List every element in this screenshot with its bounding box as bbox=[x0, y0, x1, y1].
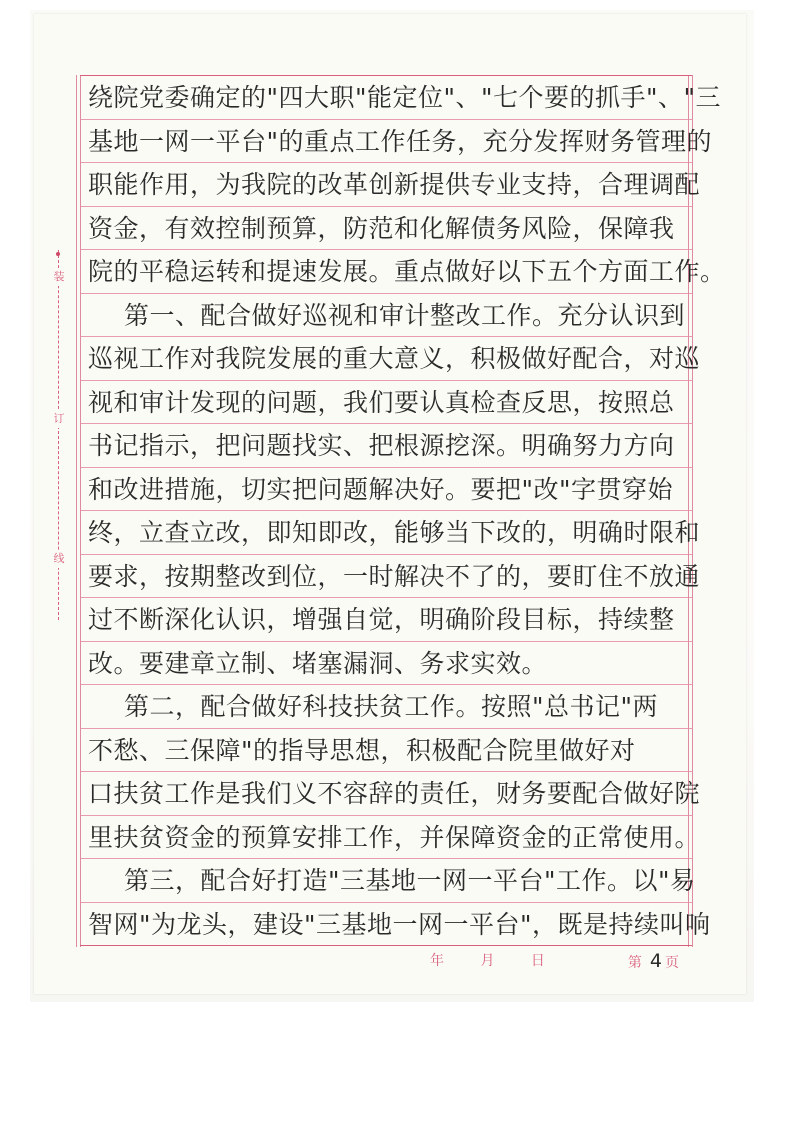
rule-line bbox=[80, 728, 692, 729]
handwritten-line: 院的平稳运转和提速发展。重点做好以下五个方面工作。 bbox=[88, 257, 726, 286]
handwritten-line: 视和审计发现的问题，我们要认真检查反思，按照总 bbox=[88, 387, 675, 417]
rule-line bbox=[80, 249, 692, 250]
rule-line bbox=[80, 597, 692, 598]
handwritten-line: 智网"为龙头，建设"三基地一网一平台"，既是持续叫响 bbox=[88, 909, 711, 939]
handwritten-line: 巡视工作对我院发展的重大意义，积极做好配合，对巡 bbox=[88, 344, 701, 373]
margin-rule-right-outer bbox=[692, 75, 693, 947]
page-number: 4 bbox=[649, 950, 662, 972]
page-suffix: 页 bbox=[665, 955, 684, 971]
rule-line bbox=[80, 641, 692, 642]
page-footer bbox=[80, 950, 692, 976]
rule-line bbox=[80, 684, 692, 685]
handwritten-line: 第一、配合做好巡视和审计整改工作。充分认识到 bbox=[124, 300, 686, 330]
handwritten-line: 基地一网一平台"的重点工作任务，充分发挥财务管理的 bbox=[88, 126, 713, 156]
rule-line bbox=[80, 815, 692, 816]
handwritten-line: 职能作用，为我院的改革创新提供专业支持，合理调配 bbox=[88, 170, 701, 199]
binding-dot bbox=[56, 252, 60, 256]
handwritten-line: 里扶贫资金的预算安排工作，并保障资金的正常使用。 bbox=[88, 822, 701, 852]
binding-label-1: 装 bbox=[51, 268, 67, 286]
handwritten-line: 第二，配合做好科技扶贫工作。按照"总书记"两 bbox=[124, 692, 658, 721]
handwritten-line: 口扶贫工作是我们义不容辞的责任，财务要配合做好院 bbox=[88, 779, 701, 808]
handwritten-line: 不愁、三保障"的指导思想，积极配合院里做好对 bbox=[88, 735, 636, 765]
handwritten-line: 改。要建章立制、堵塞漏洞、务求实效。 bbox=[88, 648, 548, 678]
date-fields: 年 月 日 bbox=[430, 953, 561, 969]
rule-line bbox=[80, 119, 692, 120]
page-number-field bbox=[628, 950, 684, 972]
rule-line bbox=[80, 858, 692, 859]
rule-line bbox=[80, 380, 692, 381]
binding-line bbox=[52, 250, 66, 620]
rule-line bbox=[80, 336, 692, 337]
binding-label-2: 订 bbox=[51, 410, 67, 428]
page-prefix: 第 bbox=[627, 955, 647, 971]
handwritten-line: 要求，按期整改到位，一时解决不了的，要盯住不放通 bbox=[88, 561, 701, 591]
handwritten-line: 终，立查立改，即知即改，能够当下改的，明确时限和 bbox=[88, 518, 701, 547]
rule-line bbox=[80, 510, 692, 511]
ruled-writing-area bbox=[80, 75, 726, 947]
handwritten-line: 过不断深化认识，增强自觉，明确阶段目标，持续整 bbox=[88, 605, 675, 634]
rule-line bbox=[80, 902, 692, 903]
rule-line bbox=[80, 423, 692, 424]
binding-label-3: 线 bbox=[51, 550, 67, 568]
handwritten-line: 绕院党委确定的"四大职"能定位"、"七个要的抓手"、"三 bbox=[88, 83, 721, 112]
rule-line bbox=[80, 293, 692, 294]
rule-line bbox=[80, 162, 692, 163]
rule-line bbox=[80, 75, 692, 76]
rule-line bbox=[80, 771, 692, 772]
rule-line bbox=[80, 945, 692, 946]
rule-line bbox=[80, 554, 692, 555]
handwritten-line: 和改进措施，切实把问题解决好。要把"改"字贯穿始 bbox=[88, 474, 674, 504]
handwritten-line: 书记指示，把问题找实、把根源挖深。明确努力方向 bbox=[88, 431, 675, 460]
rule-line bbox=[80, 467, 692, 468]
margin-rule-left-outer bbox=[76, 75, 77, 947]
rule-line bbox=[80, 206, 692, 207]
handwritten-line: 资金，有效控制预算，防范和化解债务风险，保障我 bbox=[88, 213, 675, 243]
handwritten-line: 第三，配合好打造"三基地一网一平台"工作。以"易 bbox=[124, 866, 696, 895]
